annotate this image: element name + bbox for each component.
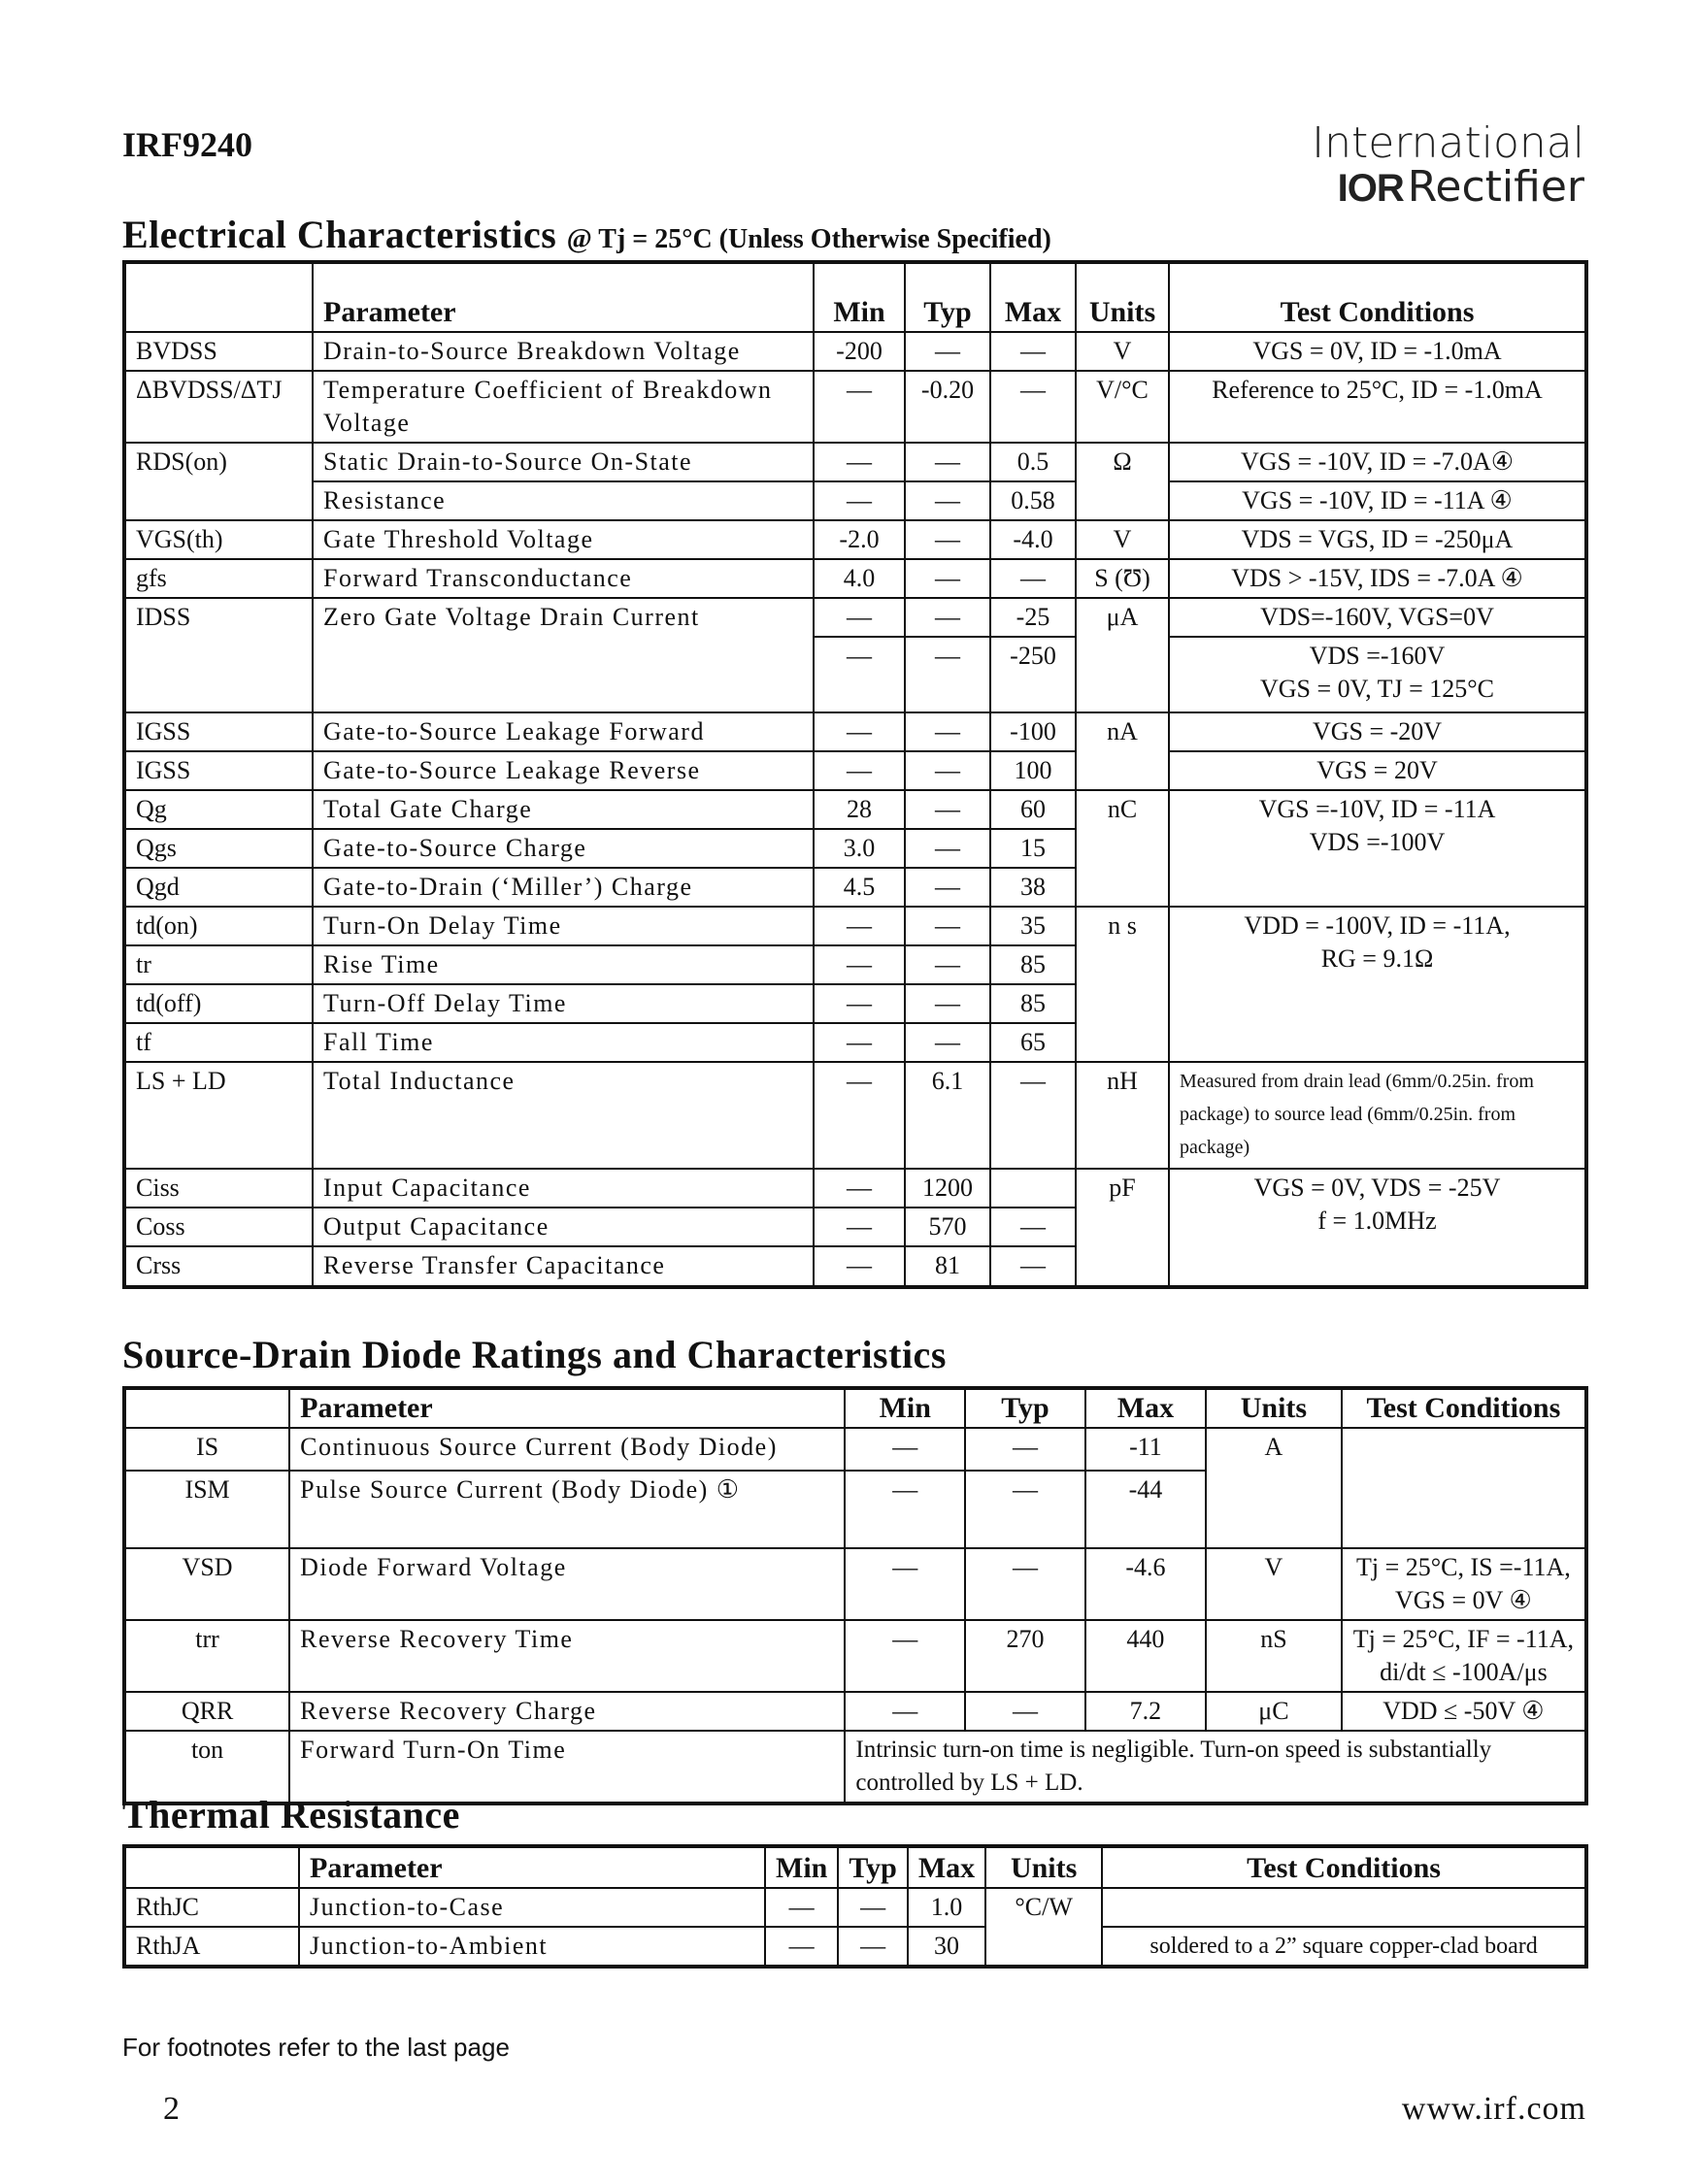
turn-on-note: Intrinsic turn-on time is negligible. Turn-on speed is substantially controlled by LS + LD. bbox=[845, 1731, 1586, 1803]
test-condition: Reference to 25°C, ID = -1.0mA bbox=[1169, 371, 1586, 443]
typ-value: — bbox=[965, 1548, 1085, 1620]
table-header-row bbox=[124, 262, 1586, 332]
max-value: 35 bbox=[990, 907, 1076, 945]
min-value: 4.5 bbox=[814, 868, 905, 907]
header-symbol bbox=[124, 1846, 299, 1888]
test-condition-line: VGS =-10V, ID = -11A bbox=[1258, 795, 1496, 823]
table-row bbox=[124, 751, 1586, 790]
units: V bbox=[1076, 520, 1169, 559]
parameter: Junction-to-Ambient bbox=[299, 1927, 765, 1967]
symbol: ΔBVDSS/ΔTJ bbox=[124, 371, 313, 443]
typ-value: — bbox=[905, 559, 990, 598]
symbol: VGS(th) bbox=[124, 520, 313, 559]
typ-value: — bbox=[965, 1471, 1085, 1548]
test-condition-line: VGS = 0V, VDS = -25V bbox=[1253, 1174, 1501, 1202]
units: nH bbox=[1076, 1062, 1169, 1169]
max-value: — bbox=[990, 559, 1076, 598]
min-value: — bbox=[814, 481, 905, 520]
test-condition: VDS=-160V, VGS=0V bbox=[1169, 598, 1586, 637]
parameter: Rise Time bbox=[313, 945, 814, 984]
max-value: -44 bbox=[1085, 1471, 1206, 1548]
max-value: — bbox=[990, 1246, 1076, 1287]
min-value: — bbox=[814, 712, 905, 751]
symbol: RthJC bbox=[124, 1888, 299, 1927]
thermal-title: Thermal Resistance bbox=[122, 1793, 460, 1837]
header-test-conditions: Test Conditions bbox=[1169, 262, 1586, 332]
max-value: 60 bbox=[990, 790, 1076, 829]
test-condition bbox=[1102, 1888, 1586, 1927]
min-value: — bbox=[845, 1692, 965, 1731]
units: pF bbox=[1076, 1169, 1169, 1287]
header-units: Units bbox=[1206, 1388, 1342, 1428]
max-value bbox=[990, 1169, 1076, 1208]
min-value: 3.0 bbox=[814, 829, 905, 868]
parameter: Junction-to-Case bbox=[299, 1888, 765, 1927]
parameter: Total Gate Charge bbox=[313, 790, 814, 829]
parameter: Drain-to-Source Breakdown Voltage bbox=[313, 332, 814, 371]
test-condition bbox=[1169, 907, 1586, 1062]
min-value: — bbox=[814, 598, 905, 637]
units: V bbox=[1206, 1548, 1342, 1620]
table-row bbox=[124, 1548, 1586, 1620]
parameter: Resistance bbox=[313, 481, 814, 520]
typ-value: — bbox=[905, 907, 990, 945]
units: Ω bbox=[1076, 443, 1169, 520]
max-value: 85 bbox=[990, 945, 1076, 984]
parameter: Pulse Source Current (Body Diode) ① bbox=[289, 1471, 845, 1548]
max-value: 1.0 bbox=[908, 1888, 985, 1927]
typ-value: 270 bbox=[965, 1620, 1085, 1692]
test-condition: Tj = 25°C, IF = -11A, di/dt ≤ -100A/μs bbox=[1342, 1620, 1586, 1692]
typ-value: — bbox=[905, 332, 990, 371]
header-typ: Typ bbox=[838, 1846, 907, 1888]
electrical-table bbox=[122, 260, 1588, 1289]
max-value: 85 bbox=[990, 984, 1076, 1023]
typ-value: 1200 bbox=[905, 1169, 990, 1208]
table-row bbox=[124, 1888, 1586, 1927]
units: μC bbox=[1206, 1692, 1342, 1731]
test-condition bbox=[1169, 637, 1586, 712]
symbol: IGSS bbox=[124, 712, 313, 751]
parameter: Reverse Recovery Time bbox=[289, 1620, 845, 1692]
symbol: ton bbox=[124, 1731, 289, 1803]
typ-value: — bbox=[838, 1927, 907, 1967]
table-row bbox=[124, 443, 1586, 481]
units: V bbox=[1076, 332, 1169, 371]
units: S (Ʊ) bbox=[1076, 559, 1169, 598]
typ-value: — bbox=[905, 637, 990, 712]
electrical-subtitle: @ Tj = 25°C (Unless Otherwise Specified) bbox=[566, 224, 1051, 254]
test-condition: VGS = 20V bbox=[1169, 751, 1586, 790]
max-value: — bbox=[990, 1062, 1076, 1169]
test-condition-line: RG = 9.1Ω bbox=[1320, 944, 1434, 973]
test-condition: VGS = -10V, ID = -7.0A④ bbox=[1169, 443, 1586, 481]
units: nA bbox=[1076, 712, 1169, 790]
brand-rectifier: Rectifier bbox=[1407, 162, 1584, 212]
table-row bbox=[124, 1692, 1586, 1731]
test-condition-line: VDS =-100V bbox=[1309, 828, 1446, 856]
test-condition-line: VDS =-160V bbox=[1309, 642, 1446, 670]
parameter: Forward Turn-On Time bbox=[289, 1731, 845, 1803]
min-value: — bbox=[814, 1208, 905, 1246]
units: nC bbox=[1076, 790, 1169, 907]
test-condition: soldered to a 2” square copper-clad board bbox=[1102, 1927, 1586, 1967]
min-value: — bbox=[814, 371, 905, 443]
table-row bbox=[124, 559, 1586, 598]
symbol: gfs bbox=[124, 559, 313, 598]
header-max: Max bbox=[990, 262, 1076, 332]
table-row bbox=[124, 1062, 1586, 1169]
electrical-title bbox=[122, 212, 1051, 257]
max-value: 0.58 bbox=[990, 481, 1076, 520]
max-value: -25 bbox=[990, 598, 1076, 637]
header-max: Max bbox=[1085, 1388, 1206, 1428]
typ-value: — bbox=[838, 1888, 907, 1927]
symbol: QRR bbox=[124, 1692, 289, 1731]
symbol: td(off) bbox=[124, 984, 313, 1023]
parameter: Output Capacitance bbox=[313, 1208, 814, 1246]
parameter: Gate Threshold Voltage bbox=[313, 520, 814, 559]
diode-title: Source-Drain Diode Ratings and Characteristics bbox=[122, 1333, 947, 1376]
max-value: 440 bbox=[1085, 1620, 1206, 1692]
units: nS bbox=[1206, 1620, 1342, 1692]
symbol: tf bbox=[124, 1023, 313, 1062]
min-value: 4.0 bbox=[814, 559, 905, 598]
min-value: — bbox=[814, 1062, 905, 1169]
symbol: IDSS bbox=[124, 598, 313, 712]
typ-value: — bbox=[905, 751, 990, 790]
typ-value: 81 bbox=[905, 1246, 990, 1287]
electrical-title-text: Electrical Characteristics bbox=[122, 213, 557, 256]
symbol: tr bbox=[124, 945, 313, 984]
symbol: BVDSS bbox=[124, 332, 313, 371]
typ-value: — bbox=[905, 868, 990, 907]
header-parameter: Parameter bbox=[299, 1846, 765, 1888]
parameter: Turn-Off Delay Time bbox=[313, 984, 814, 1023]
test-condition-line: VGS = 0V, TJ = 125°C bbox=[1259, 675, 1495, 703]
header-min: Min bbox=[765, 1846, 838, 1888]
table-row bbox=[124, 1927, 1586, 1967]
footnote: For footnotes refer to the last page bbox=[122, 2033, 510, 2062]
symbol: Coss bbox=[124, 1208, 313, 1246]
min-value: — bbox=[814, 443, 905, 481]
header-test-conditions: Test Conditions bbox=[1102, 1846, 1586, 1888]
test-condition: Measured from drain lead (6mm/0.25in. from package) to source lead (6mm/0.25in. from package) bbox=[1169, 1062, 1586, 1169]
parameter: Reverse Transfer Capacitance bbox=[313, 1246, 814, 1287]
symbol: trr bbox=[124, 1620, 289, 1692]
min-value: -2.0 bbox=[814, 520, 905, 559]
symbol: Qg bbox=[124, 790, 313, 829]
min-value: — bbox=[814, 984, 905, 1023]
min-value: 28 bbox=[814, 790, 905, 829]
symbol: IS bbox=[124, 1428, 289, 1471]
parameter: Gate-to-Source Leakage Reverse bbox=[313, 751, 814, 790]
table-row bbox=[124, 1428, 1586, 1471]
units: n s bbox=[1076, 907, 1169, 1062]
max-value: 38 bbox=[990, 868, 1076, 907]
min-value: — bbox=[765, 1888, 838, 1927]
units: A bbox=[1206, 1428, 1342, 1548]
table-row bbox=[124, 520, 1586, 559]
header-typ: Typ bbox=[965, 1388, 1085, 1428]
header-min: Min bbox=[845, 1388, 965, 1428]
typ-value: — bbox=[905, 984, 990, 1023]
min-value: — bbox=[814, 1023, 905, 1062]
parameter: Zero Gate Voltage Drain Current bbox=[313, 598, 814, 712]
min-value: — bbox=[814, 945, 905, 984]
typ-value: — bbox=[905, 481, 990, 520]
symbol: RDS(on) bbox=[124, 443, 313, 520]
table-row bbox=[124, 712, 1586, 751]
typ-value: — bbox=[905, 1023, 990, 1062]
test-condition-line: VDD = -100V, ID = -11A, bbox=[1244, 911, 1511, 940]
website-link[interactable]: www.irf.com bbox=[1401, 2091, 1586, 2127]
typ-value: 570 bbox=[905, 1208, 990, 1246]
table-row bbox=[124, 1620, 1586, 1692]
min-value: — bbox=[814, 907, 905, 945]
diode-table bbox=[122, 1386, 1588, 1805]
typ-value: — bbox=[965, 1692, 1085, 1731]
table-row bbox=[124, 598, 1586, 637]
typ-value: — bbox=[905, 443, 990, 481]
symbol: RthJA bbox=[124, 1927, 299, 1967]
test-condition bbox=[1169, 790, 1586, 907]
max-value: 65 bbox=[990, 1023, 1076, 1062]
parameter: Diode Forward Voltage bbox=[289, 1548, 845, 1620]
header-symbol bbox=[124, 262, 313, 332]
brand-name-line1: International bbox=[1312, 118, 1584, 168]
header-test-conditions: Test Conditions bbox=[1342, 1388, 1586, 1428]
typ-value: — bbox=[905, 598, 990, 637]
table-row bbox=[124, 332, 1586, 371]
typ-value: 6.1 bbox=[905, 1062, 990, 1169]
symbol: Qgd bbox=[124, 868, 313, 907]
typ-value: — bbox=[905, 520, 990, 559]
typ-value: — bbox=[965, 1428, 1085, 1471]
max-value: — bbox=[990, 332, 1076, 371]
table-row bbox=[124, 371, 1586, 443]
header-min: Min bbox=[814, 262, 905, 332]
header-units: Units bbox=[985, 1846, 1102, 1888]
min-value: — bbox=[765, 1927, 838, 1967]
symbol: VSD bbox=[124, 1548, 289, 1620]
test-condition bbox=[1342, 1428, 1586, 1548]
units: °C/W bbox=[985, 1888, 1102, 1967]
part-number: IRF9240 bbox=[122, 125, 252, 164]
parameter: Turn-On Delay Time bbox=[313, 907, 814, 945]
units: V/°C bbox=[1076, 371, 1169, 443]
test-condition: VGS = -20V bbox=[1169, 712, 1586, 751]
max-value: -100 bbox=[990, 712, 1076, 751]
symbol: Qgs bbox=[124, 829, 313, 868]
symbol: Crss bbox=[124, 1246, 313, 1287]
typ-value: -0.20 bbox=[905, 371, 990, 443]
parameter: Gate-to-Source Leakage Forward bbox=[313, 712, 814, 751]
max-value: -4.0 bbox=[990, 520, 1076, 559]
header-units: Units bbox=[1076, 262, 1169, 332]
parameter: Temperature Coefficient of Breakdown Voltage bbox=[313, 371, 814, 443]
test-condition: VDS > -15V, IDS = -7.0A ④ bbox=[1169, 559, 1586, 598]
max-value: — bbox=[990, 371, 1076, 443]
min-value: — bbox=[814, 751, 905, 790]
typ-value: — bbox=[905, 829, 990, 868]
table-header-row bbox=[124, 1846, 1586, 1888]
header-max: Max bbox=[908, 1846, 985, 1888]
symbol: LS + LD bbox=[124, 1062, 313, 1169]
typ-value: — bbox=[905, 712, 990, 751]
table-header-row bbox=[124, 1388, 1586, 1428]
table-row bbox=[124, 790, 1586, 829]
min-value: — bbox=[814, 1169, 905, 1208]
table-row bbox=[124, 1169, 1586, 1208]
test-condition: VDD ≤ -50V ④ bbox=[1342, 1692, 1586, 1731]
typ-value: — bbox=[905, 945, 990, 984]
table-row bbox=[124, 907, 1586, 945]
test-condition: VGS = 0V, ID = -1.0mA bbox=[1169, 332, 1586, 371]
symbol: Ciss bbox=[124, 1169, 313, 1208]
min-value: — bbox=[845, 1428, 965, 1471]
parameter: Static Drain-to-Source On-State bbox=[313, 443, 814, 481]
parameter: Continuous Source Current (Body Diode) bbox=[289, 1428, 845, 1471]
table-row bbox=[124, 481, 1586, 520]
max-value: 7.2 bbox=[1085, 1692, 1206, 1731]
test-condition: VGS = -10V, ID = -11A ④ bbox=[1169, 481, 1586, 520]
header-parameter: Parameter bbox=[289, 1388, 845, 1428]
min-value: -200 bbox=[814, 332, 905, 371]
thermal-table bbox=[122, 1844, 1588, 1969]
max-value: 15 bbox=[990, 829, 1076, 868]
brand-logo bbox=[1312, 118, 1584, 212]
header-symbol bbox=[124, 1388, 289, 1428]
max-value: 100 bbox=[990, 751, 1076, 790]
test-condition: VDS = VGS, ID = -250μA bbox=[1169, 520, 1586, 559]
page-number: 2 bbox=[163, 2091, 180, 2127]
test-condition: Tj = 25°C, IS =-11A, VGS = 0V ④ bbox=[1342, 1548, 1586, 1620]
max-value: -250 bbox=[990, 637, 1076, 712]
header-parameter: Parameter bbox=[313, 262, 814, 332]
ior-logo-icon: IOR bbox=[1337, 167, 1404, 210]
max-value: -11 bbox=[1085, 1428, 1206, 1471]
min-value: — bbox=[845, 1471, 965, 1548]
brand-name-line2 bbox=[1312, 162, 1584, 212]
min-value: — bbox=[845, 1620, 965, 1692]
test-condition-line: f = 1.0MHz bbox=[1317, 1207, 1437, 1235]
parameter: Forward Transconductance bbox=[313, 559, 814, 598]
parameter: Fall Time bbox=[313, 1023, 814, 1062]
min-value: — bbox=[814, 637, 905, 712]
header-typ: Typ bbox=[905, 262, 990, 332]
units: μA bbox=[1076, 598, 1169, 712]
parameter: Gate-to-Drain (‘Miller’) Charge bbox=[313, 868, 814, 907]
max-value: — bbox=[990, 1208, 1076, 1246]
symbol: ISM bbox=[124, 1471, 289, 1548]
parameter: Total Inductance bbox=[313, 1062, 814, 1169]
max-value: -4.6 bbox=[1085, 1548, 1206, 1620]
max-value: 0.5 bbox=[990, 443, 1076, 481]
min-value: — bbox=[814, 1246, 905, 1287]
test-condition bbox=[1169, 1169, 1586, 1287]
typ-value: — bbox=[905, 790, 990, 829]
symbol: td(on) bbox=[124, 907, 313, 945]
parameter: Gate-to-Source Charge bbox=[313, 829, 814, 868]
parameter: Reverse Recovery Charge bbox=[289, 1692, 845, 1731]
parameter: Input Capacitance bbox=[313, 1169, 814, 1208]
min-value: — bbox=[845, 1548, 965, 1620]
max-value: 30 bbox=[908, 1927, 985, 1967]
symbol: IGSS bbox=[124, 751, 313, 790]
